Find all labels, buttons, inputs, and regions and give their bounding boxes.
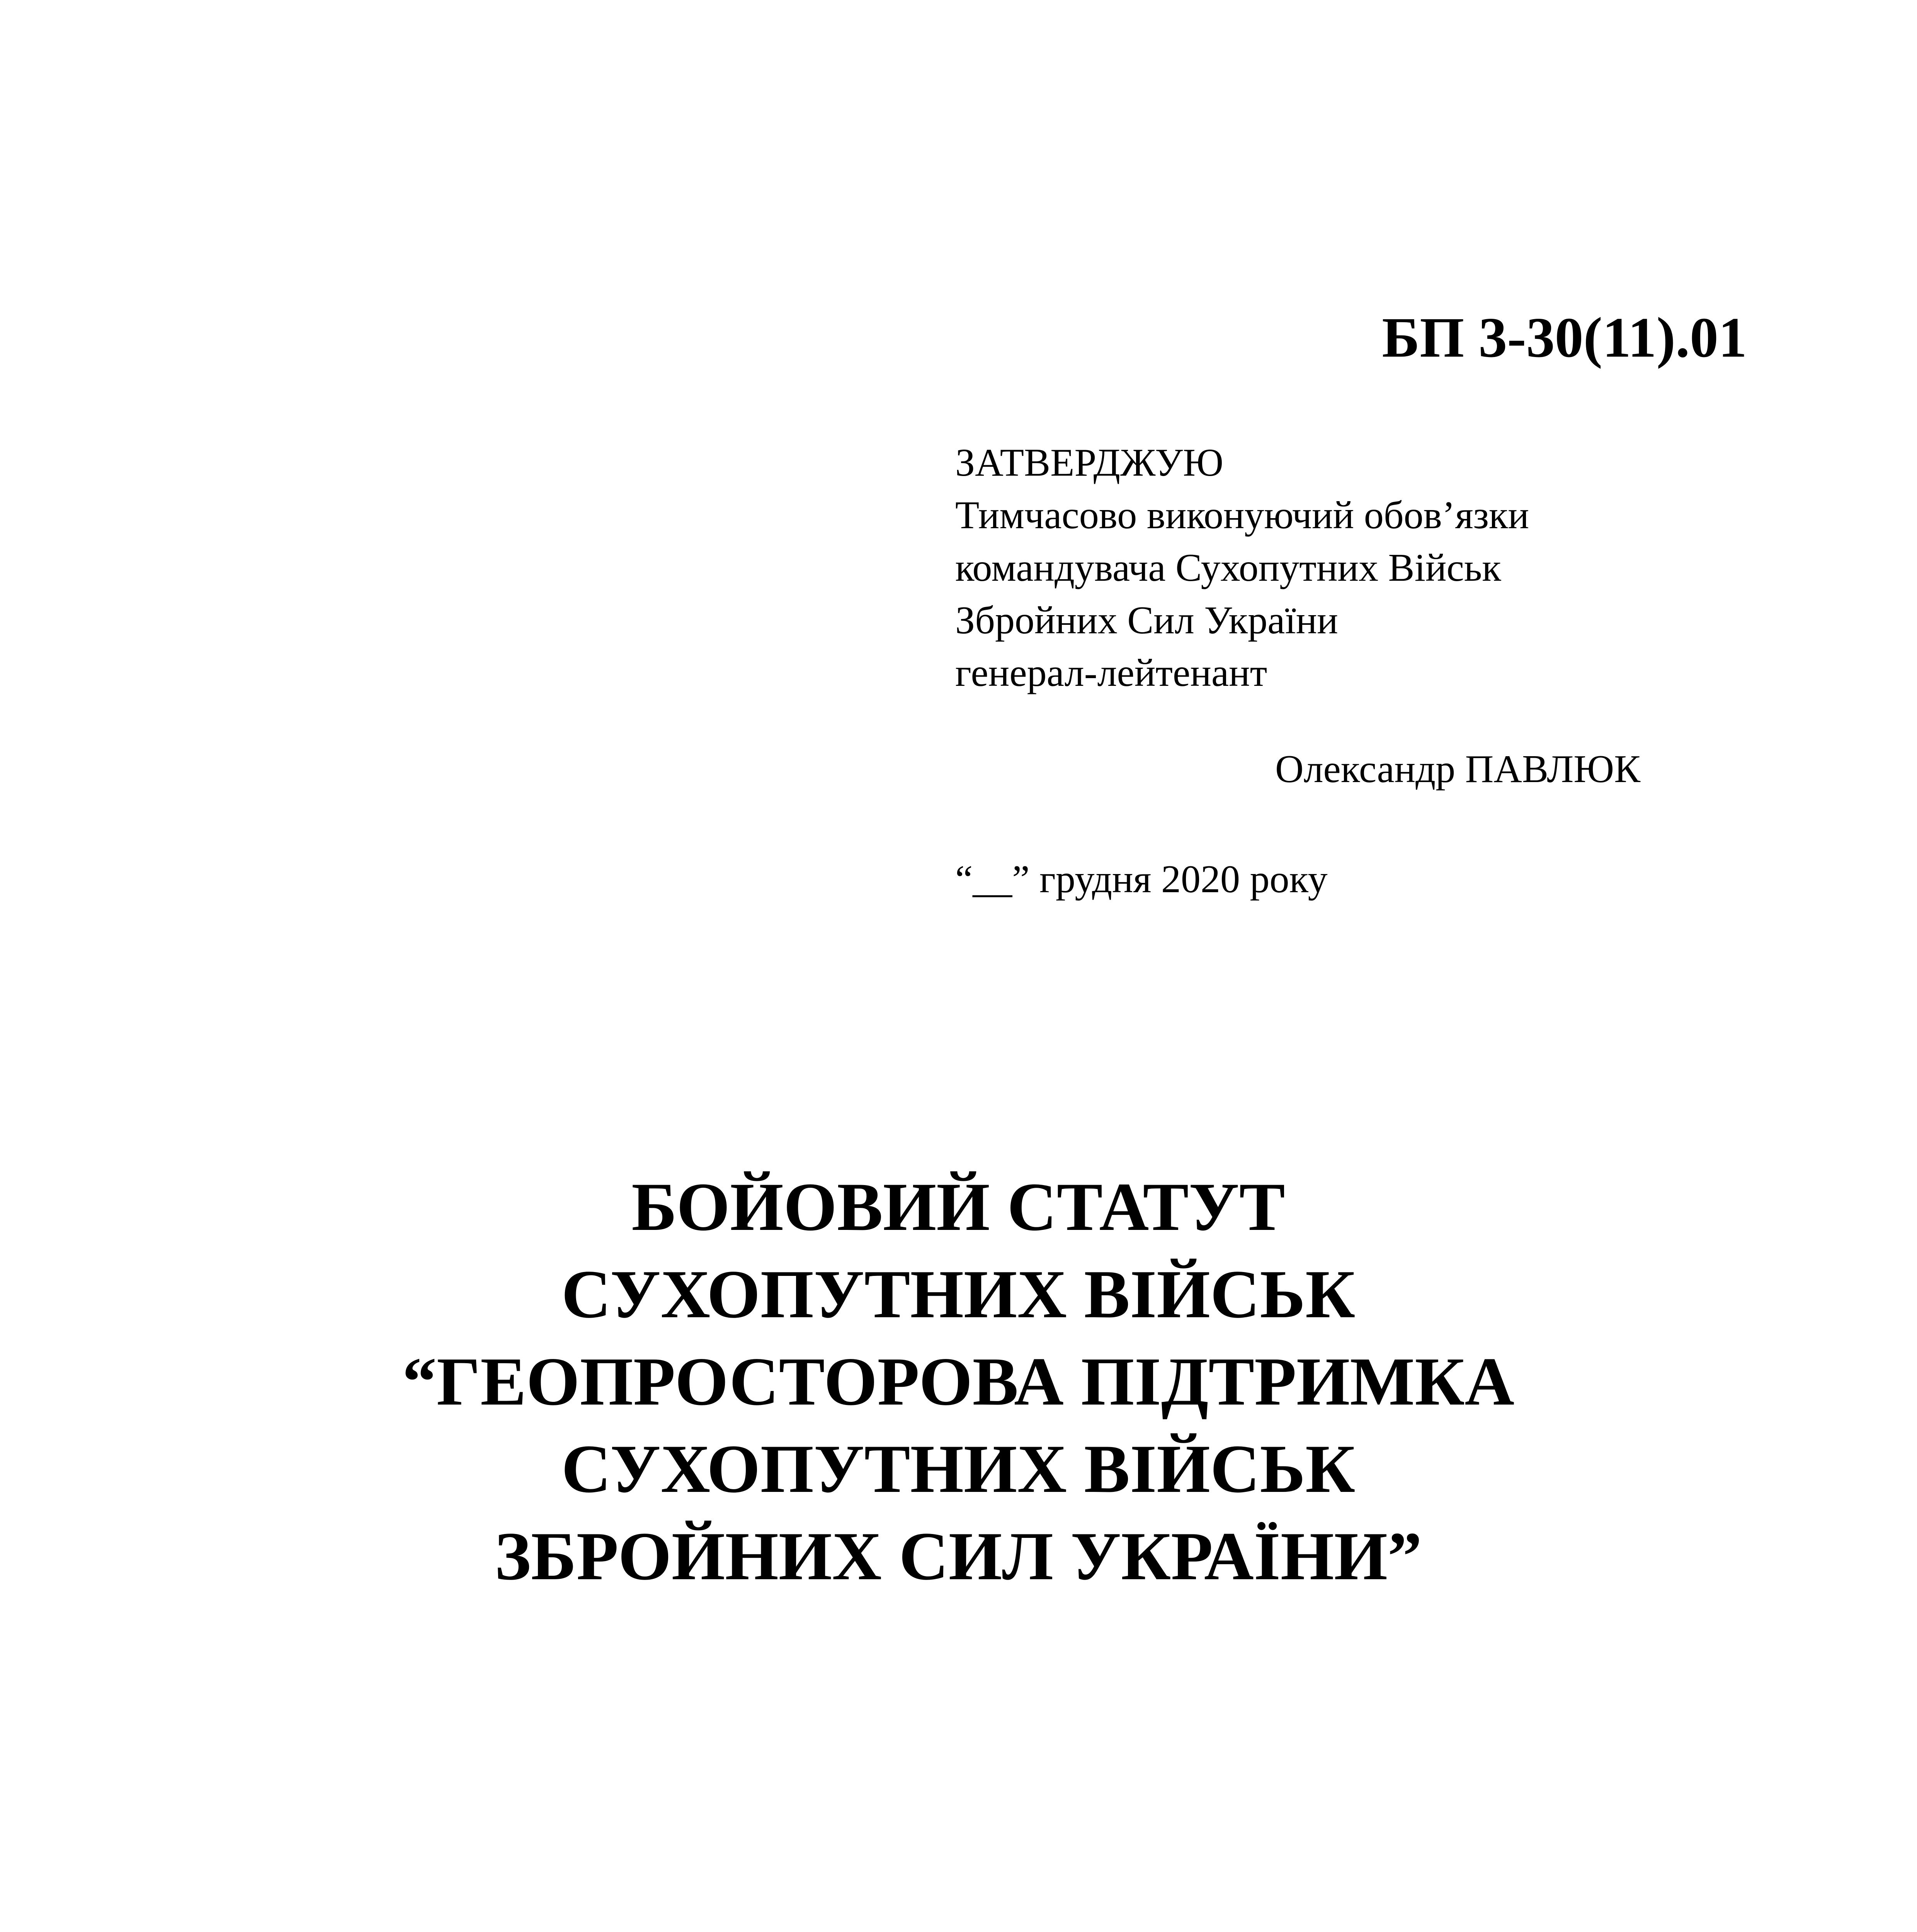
document-code: БП 3-30(11).01 bbox=[1382, 306, 1747, 369]
approval-heading: ЗАТВЕРДЖУЮ bbox=[955, 441, 1224, 485]
approval-date: “__” грудня 2020 року bbox=[955, 857, 1328, 901]
title-line: ЗБРОЙНИХ СИЛ УКРАЇНИ” bbox=[495, 1518, 1422, 1594]
title-line: БОЙОВИЙ СТАТУТ bbox=[631, 1168, 1285, 1245]
title-line: СУХОПУТНИХ ВІЙСЬК bbox=[561, 1256, 1356, 1332]
approver-name: Олександр ПАВЛЮК bbox=[1275, 747, 1641, 791]
approval-position-line: Збройних Сил України bbox=[955, 599, 1338, 642]
approval-position-line: командувача Сухопутних Військ bbox=[955, 546, 1501, 590]
approval-rank: генерал-лейтенант bbox=[955, 651, 1267, 695]
approval-block bbox=[955, 437, 1767, 699]
approval-position-line: Тимчасово виконуючий обов’язки bbox=[955, 493, 1529, 537]
document-title bbox=[232, 1163, 1685, 1600]
title-line: “ГЕОПРОСТОРОВА ПІДТРИМКА bbox=[402, 1343, 1514, 1420]
title-line: СУХОПУТНИХ ВІЙСЬК bbox=[561, 1430, 1356, 1507]
